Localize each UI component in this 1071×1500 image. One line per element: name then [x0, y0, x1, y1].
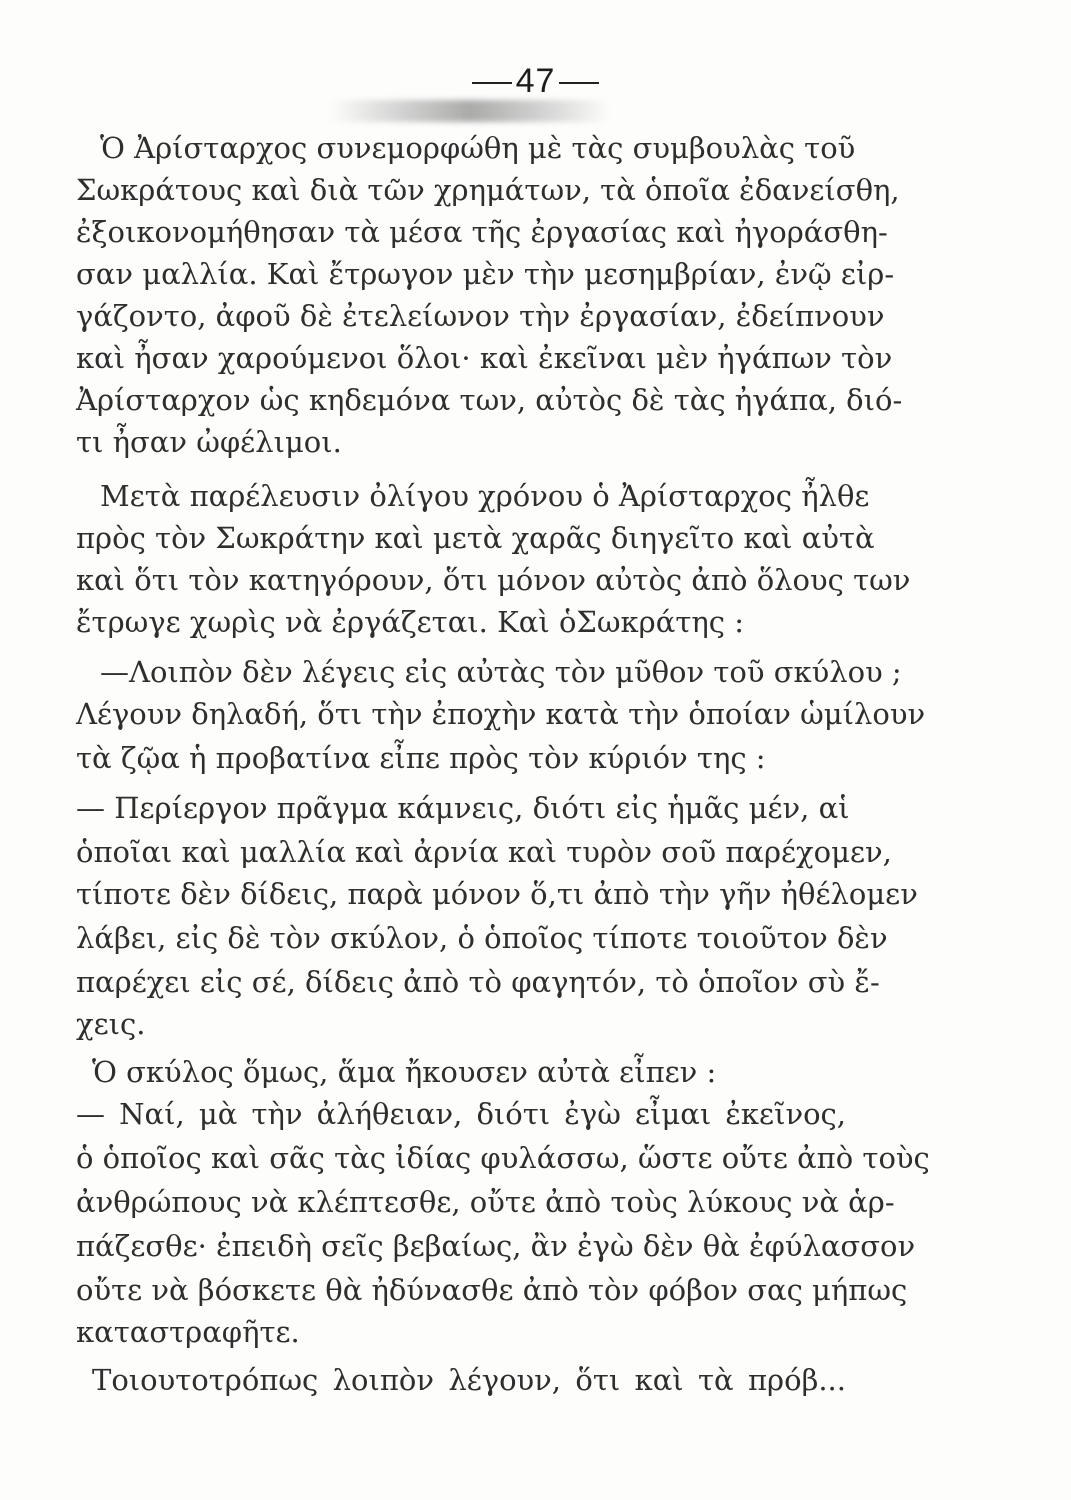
ink-smudge — [330, 100, 610, 122]
text-line: τι ἦσαν ὠφέλιμοι. — [76, 425, 342, 459]
text-line: Ὁ σκύλος ὅμως, ἅμα ἤκουσεν αὐτὰ εἶπεν : — [92, 1055, 717, 1089]
text-line: χεις. — [76, 1007, 146, 1041]
text-line: πάζεσθε· ἐπειδὴ σεῖς βεβαίως, ἂν ἐγὼ δὲν θὰ ἐφύλασσον — [76, 1229, 916, 1263]
page-number-text: 47 — [515, 62, 556, 100]
text-line: Μετὰ παρέλευσιν ὀλίγου χρόνου ὁ Ἀρίσταρχος ἦλθε — [100, 479, 870, 513]
text-line: τὰ ζῷα ἡ προβατίνα εἶπε πρὸς τὸν κύριόν της : — [76, 741, 766, 775]
page-number — [0, 62, 1071, 101]
text-line: γάζοντο, ἀφοῦ δὲ ἐτελείωνον τὴν ἐργασίαν, ἐδείπνουν — [76, 299, 885, 333]
text-line: ὁ ὁποῖος καὶ σᾶς τὰς ἰδίας φυλάσσω, ὥστε οὔτε ἀπὸ τοὺς — [76, 1141, 930, 1175]
text-line: Λέγουν δηλαδή, ὅτι τὴν ἐποχὴν κατὰ τὴν ὁποίαν ὡμίλουν — [76, 697, 926, 731]
number-rule-right — [559, 82, 599, 84]
text-line: Σωκράτους καὶ διὰ τῶν χρημάτων, τὰ ὁποῖα ἐδανείσθη, — [76, 173, 900, 207]
text-line: ἔτρωγε χωρὶς νὰ ἐργάζεται. Καὶ ὁΣωκράτης : — [76, 605, 744, 639]
text-line: ὁποῖαι καὶ μαλλία καὶ ἀρνία καὶ τυρὸν σοῦ παρέχομεν, — [76, 835, 892, 869]
text-line: Τοιουτοτρόπως λοιπὸν λέγουν, ὅτι καὶ τὰ πρόβ... — [92, 1363, 846, 1397]
text-line: οὔτε νὰ βόσκετε θὰ ἠδύνασθε ἀπὸ τὸν φόβον σας μήπως — [76, 1273, 908, 1307]
text-line: τίποτε δὲν δίδεις, παρὰ μόνον ὅ,τι ἀπὸ τὴν γῆν ἠθέλομεν — [76, 877, 918, 911]
number-rule-left — [472, 82, 512, 84]
text-line: πρὸς τὸν Σωκράτην καὶ μετὰ χαρᾶς διηγεῖτο καὶ αὐτὰ — [76, 521, 875, 555]
text-line: σαν μαλλία. Καὶ ἔτρωγον μὲν τὴν μεσημβρίαν, ἐνῷ εἰρ- — [76, 257, 895, 291]
text-line: ἀνθρώπους νὰ κλέπτεσθε, οὔτε ἀπὸ τοὺς λύκους νὰ ἁρ- — [76, 1185, 895, 1219]
text-line: καταστραφῆτε. — [76, 1315, 300, 1349]
text-line: ἐξοικονομήθησαν τὰ μέσα τῆς ἐργασίας καὶ ἠγοράσθη- — [76, 215, 888, 249]
text-line: —Λοιπὸν δὲν λέγεις εἰς αὐτὰς τὸν μῦθον τοῦ σκύλου ; — [100, 655, 902, 689]
text-line: παρέχει εἰς σέ, δίδεις ἀπὸ τὸ φαγητόν, τὸ ὁποῖον σὺ ἔ- — [76, 965, 880, 999]
text-line: καὶ ἦσαν χαρούμενοι ὅλοι· καὶ ἐκεῖναι μὲν ἠγάπων τὸν — [76, 341, 893, 375]
text-line: καὶ ὅτι τὸν κατηγόρουν, ὅτι μόνον αὐτὸς ἀπὸ ὅλους των — [76, 563, 911, 597]
text-line: Ἀρίσταρχον ὡς κηδεμόνα των, αὐτὸς δὲ τὰς ἠγάπα, διό- — [76, 383, 903, 417]
text-line: — Περίεργον πρᾶγμα κάμνεις, διότι εἰς ἡμᾶς μέν, αἱ — [76, 791, 850, 825]
text-line: λάβει, εἰς δὲ τὸν σκύλον, ὁ ὁποῖος τίποτε τοιοῦτον δὲν — [76, 921, 888, 955]
text-line: Ὁ Ἀρίσταρχος συνεμορφώθη μὲ τὰς συμβουλὰς τοῦ — [100, 131, 856, 165]
text-line: — Ναί, μὰ τὴν ἀλήθειαν, διότι ἐγὼ εἶμαι ἐκεῖνος, — [76, 1097, 846, 1131]
